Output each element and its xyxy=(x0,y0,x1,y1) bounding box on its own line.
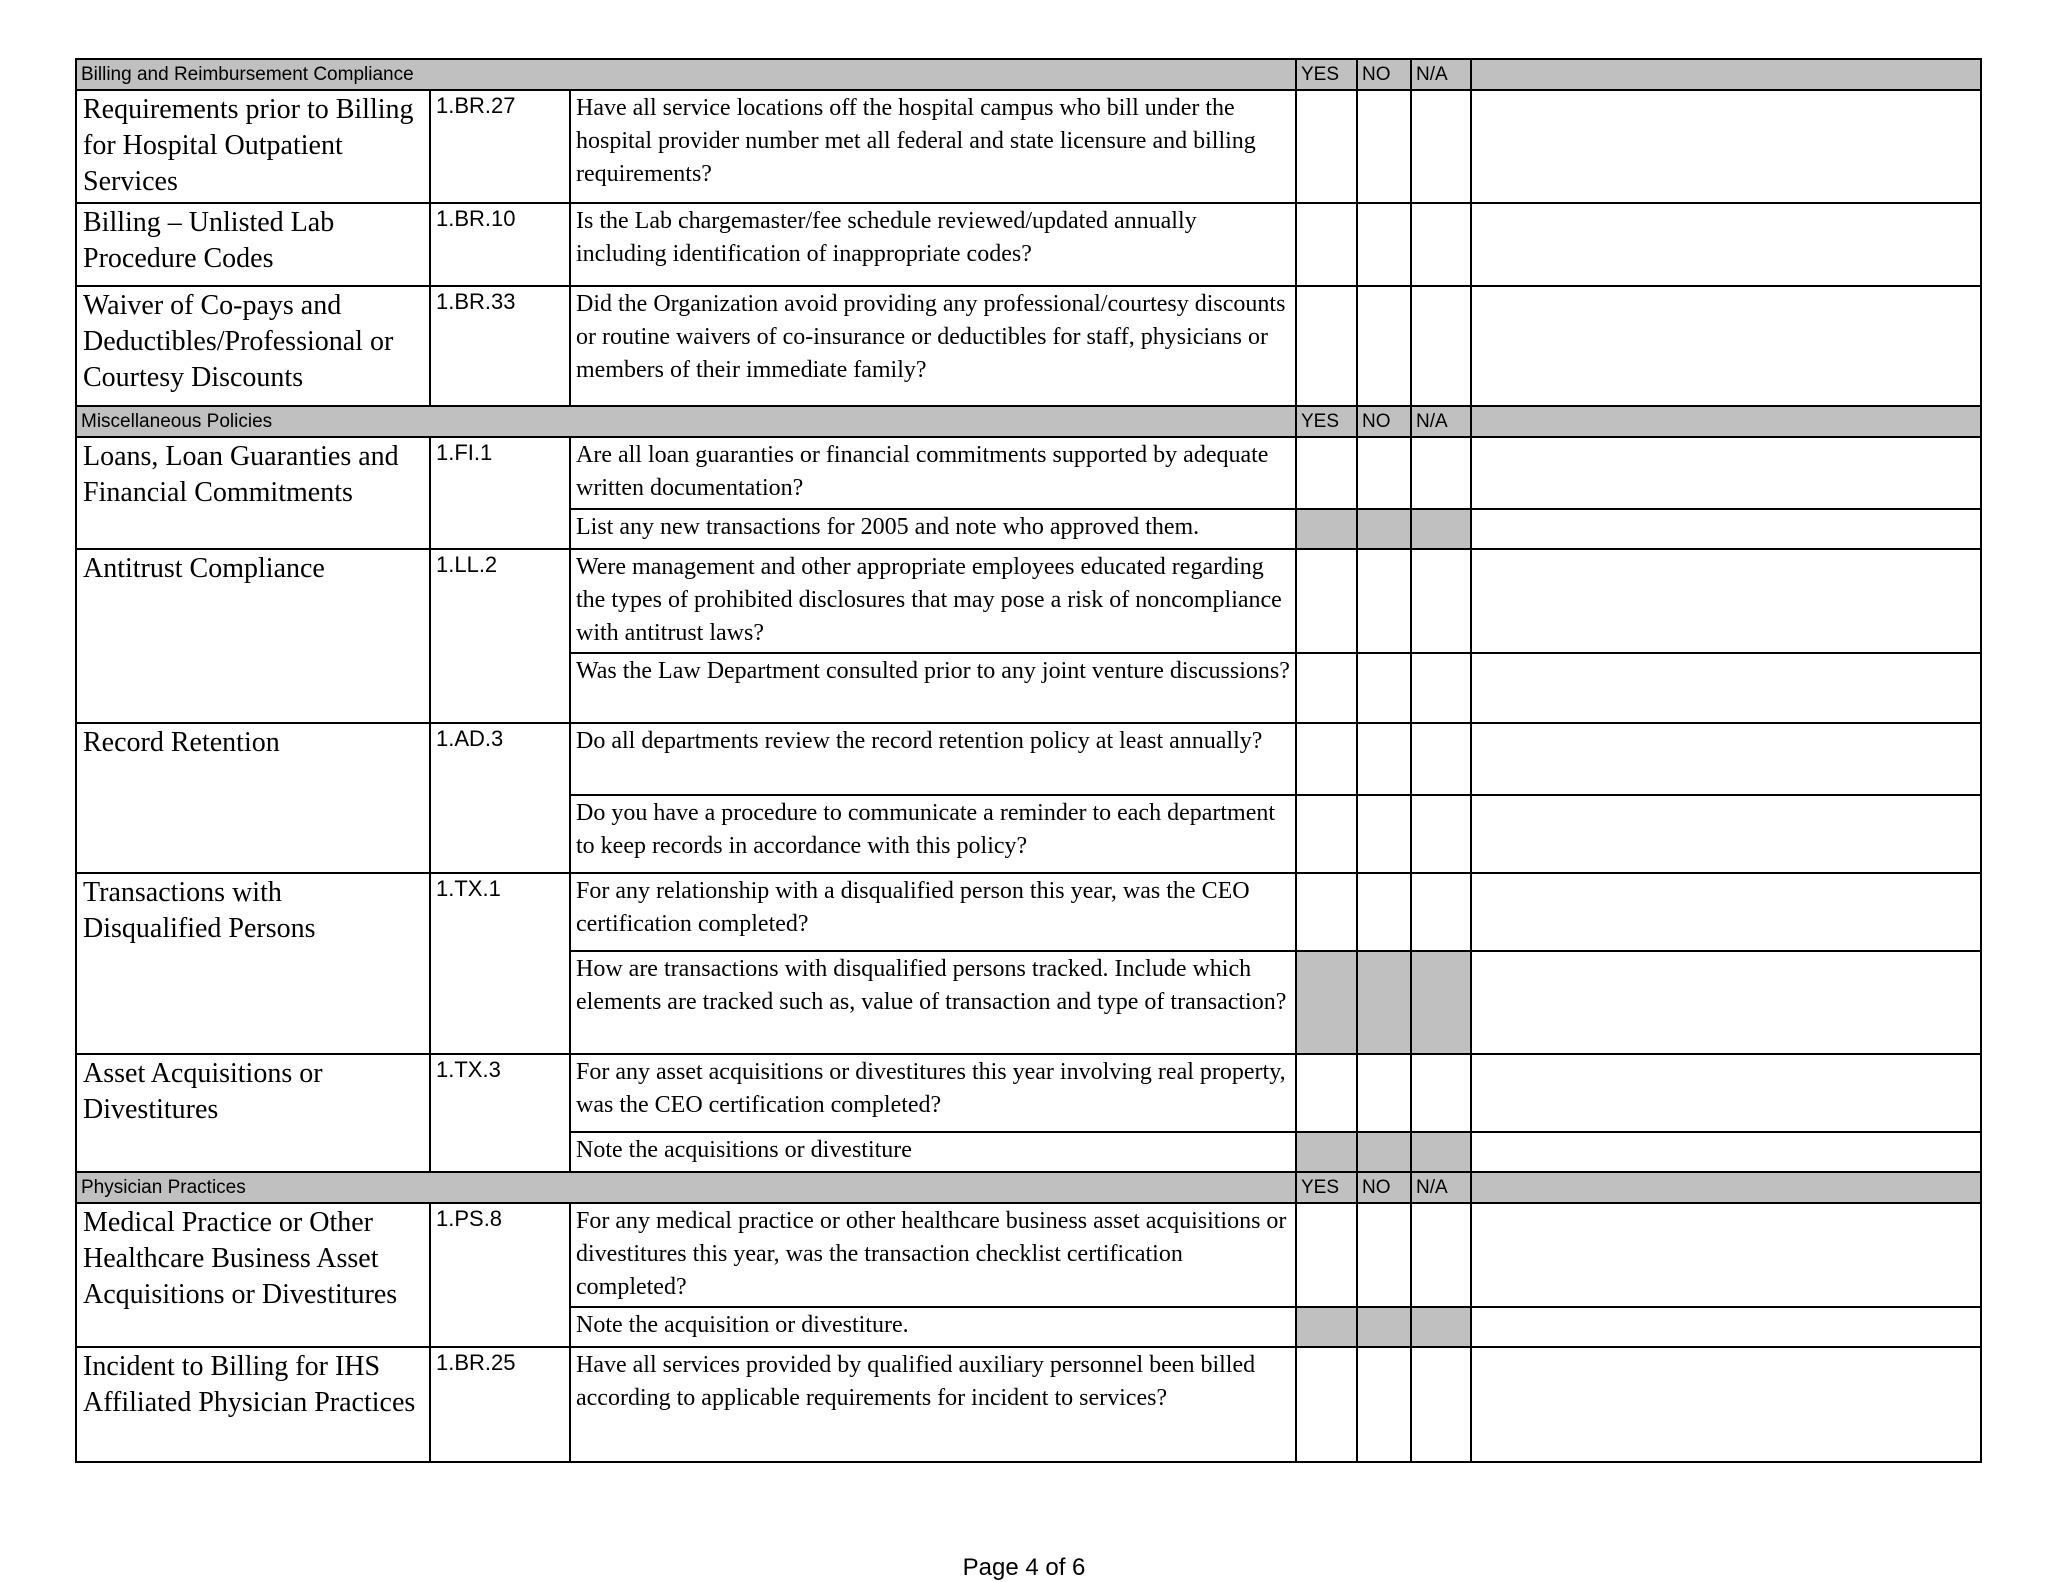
yes-answer-cell-disabled xyxy=(1296,1132,1357,1172)
comment-cell[interactable] xyxy=(1471,951,1981,1054)
na-answer-cell[interactable] xyxy=(1411,90,1471,203)
na-answer-cell-disabled xyxy=(1411,951,1471,1054)
no-answer-cell[interactable] xyxy=(1357,203,1411,286)
yes-answer-cell-disabled xyxy=(1296,509,1357,549)
yes-answer-cell[interactable] xyxy=(1296,549,1357,653)
comment-cell[interactable] xyxy=(1471,286,1981,406)
question-text: Did the Organization avoid providing any professional/courtesy discounts or routine waivers of co-insurance or deductibles for staff, physicians or members of their immediate family? xyxy=(570,286,1296,406)
topic-cell: Incident to Billing for IHS Affiliated Physician Practices xyxy=(76,1347,430,1462)
section-header-physician-practices xyxy=(76,1172,1981,1203)
yes-answer-cell[interactable] xyxy=(1296,203,1357,286)
yes-answer-cell[interactable] xyxy=(1296,723,1357,795)
comment-cell[interactable] xyxy=(1471,203,1981,286)
section-title: Miscellaneous Policies xyxy=(76,406,1296,437)
na-answer-cell[interactable] xyxy=(1411,873,1471,951)
comment-cell[interactable] xyxy=(1471,90,1981,203)
na-answer-cell[interactable] xyxy=(1411,437,1471,509)
no-answer-cell[interactable] xyxy=(1357,1054,1411,1132)
reference-code: 1.FI.1 xyxy=(430,437,570,549)
comments-column-header xyxy=(1471,59,1981,90)
na-answer-cell[interactable] xyxy=(1411,1347,1471,1462)
na-answer-cell[interactable] xyxy=(1411,549,1471,653)
yes-answer-cell-disabled xyxy=(1296,1307,1357,1347)
topic-cell: Asset Acquisitions or Divestitures xyxy=(76,1054,430,1172)
no-answer-cell-disabled xyxy=(1357,951,1411,1054)
topic-cell: Waiver of Co-pays and Deductibles/Professional or Courtesy Discounts xyxy=(76,286,430,406)
checklist-row xyxy=(76,286,1981,406)
section-title: Billing and Reimbursement Compliance xyxy=(76,59,1296,90)
na-answer-cell[interactable] xyxy=(1411,1054,1471,1132)
topic-cell: Transactions with Disqualified Persons xyxy=(76,873,430,1054)
comment-cell[interactable] xyxy=(1471,549,1981,653)
question-text: Have all service locations off the hospital campus who bill under the hospital provider number met all federal and state licensure and billing requirements? xyxy=(570,90,1296,203)
na-answer-cell[interactable] xyxy=(1411,795,1471,873)
question-text: Do all departments review the record retention policy at least annually? xyxy=(570,723,1296,795)
checklist-row xyxy=(76,1054,1981,1132)
no-answer-cell[interactable] xyxy=(1357,653,1411,723)
reference-code: 1.BR.27 xyxy=(430,90,570,203)
na-answer-cell-disabled xyxy=(1411,509,1471,549)
yes-answer-cell[interactable] xyxy=(1296,286,1357,406)
yes-column-header: YES xyxy=(1296,406,1357,437)
question-text: For any asset acquisitions or divestitures this year involving real property, was the CEO certification completed? xyxy=(570,1054,1296,1132)
yes-answer-cell[interactable] xyxy=(1296,1347,1357,1462)
section-title: Physician Practices xyxy=(76,1172,1296,1203)
comment-cell[interactable] xyxy=(1471,873,1981,951)
question-text: Note the acquisitions or divestiture xyxy=(570,1132,1296,1172)
reference-code: 1.BR.33 xyxy=(430,286,570,406)
yes-answer-cell[interactable] xyxy=(1296,1054,1357,1132)
comments-column-header xyxy=(1471,1172,1981,1203)
checklist-row xyxy=(76,723,1981,795)
no-answer-cell[interactable] xyxy=(1357,1347,1411,1462)
comments-column-header xyxy=(1471,406,1981,437)
section-header-billing xyxy=(76,59,1981,90)
compliance-checklist-table xyxy=(75,58,1982,1463)
question-text: Are all loan guaranties or financial commitments supported by adequate written documentation? xyxy=(570,437,1296,509)
topic-cell: Medical Practice or Other Healthcare Business Asset Acquisitions or Divestitures xyxy=(76,1203,430,1347)
na-answer-cell[interactable] xyxy=(1411,723,1471,795)
yes-answer-cell[interactable] xyxy=(1296,795,1357,873)
na-answer-cell[interactable] xyxy=(1411,1203,1471,1307)
comment-cell[interactable] xyxy=(1471,723,1981,795)
no-answer-cell[interactable] xyxy=(1357,549,1411,653)
comment-cell[interactable] xyxy=(1471,437,1981,509)
na-answer-cell[interactable] xyxy=(1411,286,1471,406)
yes-answer-cell-disabled xyxy=(1296,951,1357,1054)
no-answer-cell[interactable] xyxy=(1357,286,1411,406)
reference-code: 1.PS.8 xyxy=(430,1203,570,1347)
question-text: Have all services provided by qualified auxiliary personnel been billed according to applicable requirements for incident to services? xyxy=(570,1347,1296,1462)
yes-answer-cell[interactable] xyxy=(1296,437,1357,509)
checklist-row xyxy=(76,1347,1981,1462)
yes-answer-cell[interactable] xyxy=(1296,90,1357,203)
na-answer-cell-disabled xyxy=(1411,1132,1471,1172)
checklist-row xyxy=(76,873,1981,951)
no-answer-cell[interactable] xyxy=(1357,723,1411,795)
checklist-row xyxy=(76,1203,1981,1307)
page-number: Page 4 of 6 xyxy=(962,1554,1086,1581)
topic-cell: Loans, Loan Guaranties and Financial Commitments xyxy=(76,437,430,549)
yes-answer-cell[interactable] xyxy=(1296,1203,1357,1307)
comment-cell[interactable] xyxy=(1471,1054,1981,1132)
no-answer-cell[interactable] xyxy=(1357,90,1411,203)
yes-column-header: YES xyxy=(1296,1172,1357,1203)
na-column-header: N/A xyxy=(1411,59,1471,90)
question-text: How are transactions with disqualified persons tracked. Include which elements are tracked such as, value of transaction and type of transaction? xyxy=(570,951,1296,1054)
reference-code: 1.BR.25 xyxy=(430,1347,570,1462)
question-text: List any new transactions for 2005 and note who approved them. xyxy=(570,509,1296,549)
question-text: Do you have a procedure to communicate a reminder to each department to keep records in accordance with this policy? xyxy=(570,795,1296,873)
reference-code: 1.AD.3 xyxy=(430,723,570,873)
topic-cell: Billing – Unlisted Lab Procedure Codes xyxy=(76,203,430,286)
no-answer-cell[interactable] xyxy=(1357,1203,1411,1307)
no-answer-cell[interactable] xyxy=(1357,873,1411,951)
question-text: Was the Law Department consulted prior to any joint venture discussions? xyxy=(570,653,1296,723)
question-text: For any medical practice or other healthcare business asset acquisitions or divestitures this year, was the transaction checklist certification completed? xyxy=(570,1203,1296,1307)
comment-cell[interactable] xyxy=(1471,653,1981,723)
question-text: Note the acquisition or divestiture. xyxy=(570,1307,1296,1347)
na-answer-cell-disabled xyxy=(1411,1307,1471,1347)
no-answer-cell-disabled xyxy=(1357,1307,1411,1347)
question-text: Is the Lab chargemaster/fee schedule reviewed/updated annually including identification of inappropriate codes? xyxy=(570,203,1296,286)
comment-cell[interactable] xyxy=(1471,1132,1981,1172)
checklist-row xyxy=(76,437,1981,509)
question-text: Were management and other appropriate employees educated regarding the types of prohibited disclosures that may pose a risk of noncompliance with antitrust laws? xyxy=(570,549,1296,653)
yes-column-header: YES xyxy=(1296,59,1357,90)
no-column-header: NO xyxy=(1357,406,1411,437)
checklist-row xyxy=(76,549,1981,653)
na-answer-cell[interactable] xyxy=(1411,203,1471,286)
checklist-row xyxy=(76,90,1981,203)
no-answer-cell-disabled xyxy=(1357,1132,1411,1172)
no-answer-cell[interactable] xyxy=(1357,795,1411,873)
no-column-header: NO xyxy=(1357,59,1411,90)
no-answer-cell[interactable] xyxy=(1357,437,1411,509)
na-answer-cell[interactable] xyxy=(1411,653,1471,723)
na-column-header: N/A xyxy=(1411,406,1471,437)
reference-code: 1.LL.2 xyxy=(430,549,570,723)
comment-cell[interactable] xyxy=(1471,509,1981,549)
comment-cell[interactable] xyxy=(1471,1203,1981,1307)
yes-answer-cell[interactable] xyxy=(1296,653,1357,723)
topic-cell: Record Retention xyxy=(76,723,430,873)
comment-cell[interactable] xyxy=(1471,1307,1981,1347)
reference-code: 1.TX.1 xyxy=(430,873,570,1054)
yes-answer-cell[interactable] xyxy=(1296,873,1357,951)
topic-cell: Requirements prior to Billing for Hospital Outpatient Services xyxy=(76,90,430,203)
question-text: For any relationship with a disqualified person this year, was the CEO certification completed? xyxy=(570,873,1296,951)
topic-cell: Antitrust Compliance xyxy=(76,549,430,723)
no-column-header: NO xyxy=(1357,1172,1411,1203)
reference-code: 1.TX.3 xyxy=(430,1054,570,1172)
checklist-row xyxy=(76,203,1981,286)
na-column-header: N/A xyxy=(1411,1172,1471,1203)
reference-code: 1.BR.10 xyxy=(430,203,570,286)
no-answer-cell-disabled xyxy=(1357,509,1411,549)
comment-cell[interactable] xyxy=(1471,1347,1981,1462)
comment-cell[interactable] xyxy=(1471,795,1981,873)
section-header-miscellaneous xyxy=(76,406,1981,437)
